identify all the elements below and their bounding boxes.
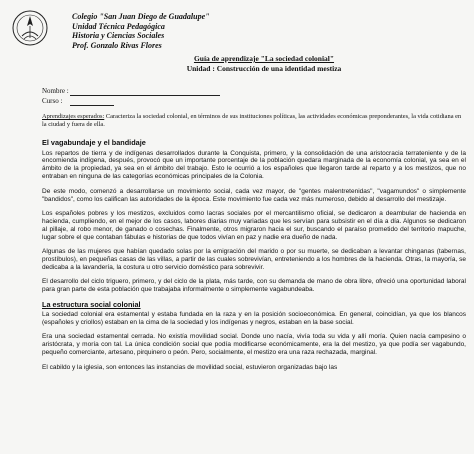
name-field-row <box>42 86 220 96</box>
pedagogical-unit: Unidad Técnica Pedagógica <box>72 21 165 31</box>
section-heading-estructura: La estructura social colonial <box>42 299 141 309</box>
section-heading-vagabundaje: El vagabundaje y el bandidaje <box>42 138 146 147</box>
guide-title: Guía de aprendizaje "La sociedad colonial" <box>193 54 335 63</box>
paragraph: Era una sociedad estamental cerrada. No existía movilidad social. Donde uno nacía, vivía toda su vida y allí moría. Quien nacía campesino o aristócrata, y moría con tal. La única condición social que podía modificarse económicamente, era la del mestizo, ya que podía ser vagabundo, pequeño comerciante, artesano, pirquinero o peón. Pero, socialmente, el mestizo era una raza rechazada, marginal. <box>42 333 466 357</box>
learning-objective <box>42 113 462 128</box>
paragraph: Los españoles pobres y los mestizos, excluidos como lacras sociales por el mercantilismo oficial, se dedicaron a deambular de hacienda en hacienda, cumpliendo, en el mejor de los casos, labores diarias muy variadas que les servían para subsistir en el día a día. Algunos se dedicaron al pillaje, al robo menor, de ganado o cosechas. Finalmente, otros migraron hacia el sur, buscando el paraíso prometido del territorio mapuche, lugar sobre el que contaban fábulas e historias de que todos vivían en paz y nadie era dueño de nada. <box>42 209 466 241</box>
school-crest-logo <box>10 8 50 48</box>
name-label: Nombre : <box>42 87 69 95</box>
course-label: Curso : <box>42 97 63 105</box>
paragraph: Los repartos de tierra y de indígenas desarrollados durante la Conquista, primero, y la consolidación de una aristocracia terrateniente y de la encomienda indígena, después, provocó que un importante porcentaje de la población quedara marginada de la economía colonial, ya sea en el ámbito de la propiedad, ya sea en el ámbito del trabajo. Esto le ocurrió a los españoles que llegaron tarde al reparto y a los mestizos, que no entraban en ninguna de las categorías económicas principales de la Colonia. <box>42 149 466 181</box>
document-body <box>42 139 466 378</box>
unit-title: Unidad : Construcción de una identidad mestiza <box>186 63 342 73</box>
objective-text: Caracteriza la sociedad colonial, en términos de sus instituciones políticas, las actividades económicas preponderantes, la vida cotidiana en la ciudad y fuera de ella. <box>42 113 462 128</box>
paragraph: Algunas de las mujeres que habían quedado solas por la emigración del marido o por su muerte, se dedicaban a levantar chinganas (tabernas, prostíbulos), en pequeñas casas de las villas, a partir de las cuales sobrevivían, entreteniendo a los hombres de la hacienda. Otras, la mayoría, se dedicaba a la lavandería, la costura u otro servicio doméstico para sobrevivir. <box>42 248 466 271</box>
subject-name: Historia y Ciencias Sociales <box>72 31 165 41</box>
paragraph: La sociedad colonial era estamental y estaba fundada en la raza y en la posición socioeconómica. En general, coincidían, ya que los blancos (españoles y criollos) estaban en la cima de la sociedad y los indígenas y negros, estaban en la base social. <box>42 311 466 326</box>
paragraph: De este modo, comenzó a desarrollarse un movimiento social, cada vez mayor, de "gentes malentretenidas", "vagamundos" o simplemente "bandidos", como los califican las autoridades de la época. Este movimiento fue cada vez más numeroso, debido al desarrollo del mestizaje. <box>42 187 466 203</box>
school-header <box>72 12 210 50</box>
student-fields <box>42 86 220 106</box>
school-name: Colegio "San Juan Diego de Guadalupe" <box>72 12 210 21</box>
course-field[interactable] <box>70 98 114 106</box>
objective-lead: Aprendizajes esperados: <box>42 113 105 120</box>
name-field[interactable] <box>70 88 220 96</box>
guide-title-block <box>138 54 390 73</box>
paragraph: El desarrollo del ciclo triguero, primero, y del ciclo de la plata, más tarde, con su demanda de mano de obra libre, ofreció una oportunidad laboral para gran parte de esta población que trabajaba informalmente o simplemente vagabundeaba. <box>42 278 466 294</box>
paragraph: El cabildo y la iglesia, son entonces las instancias de movilidad social, estuvieron organizadas bajo las <box>42 363 338 371</box>
teacher-name: Prof. Gonzalo Rivas Flores <box>72 40 162 50</box>
course-field-row <box>42 96 220 106</box>
